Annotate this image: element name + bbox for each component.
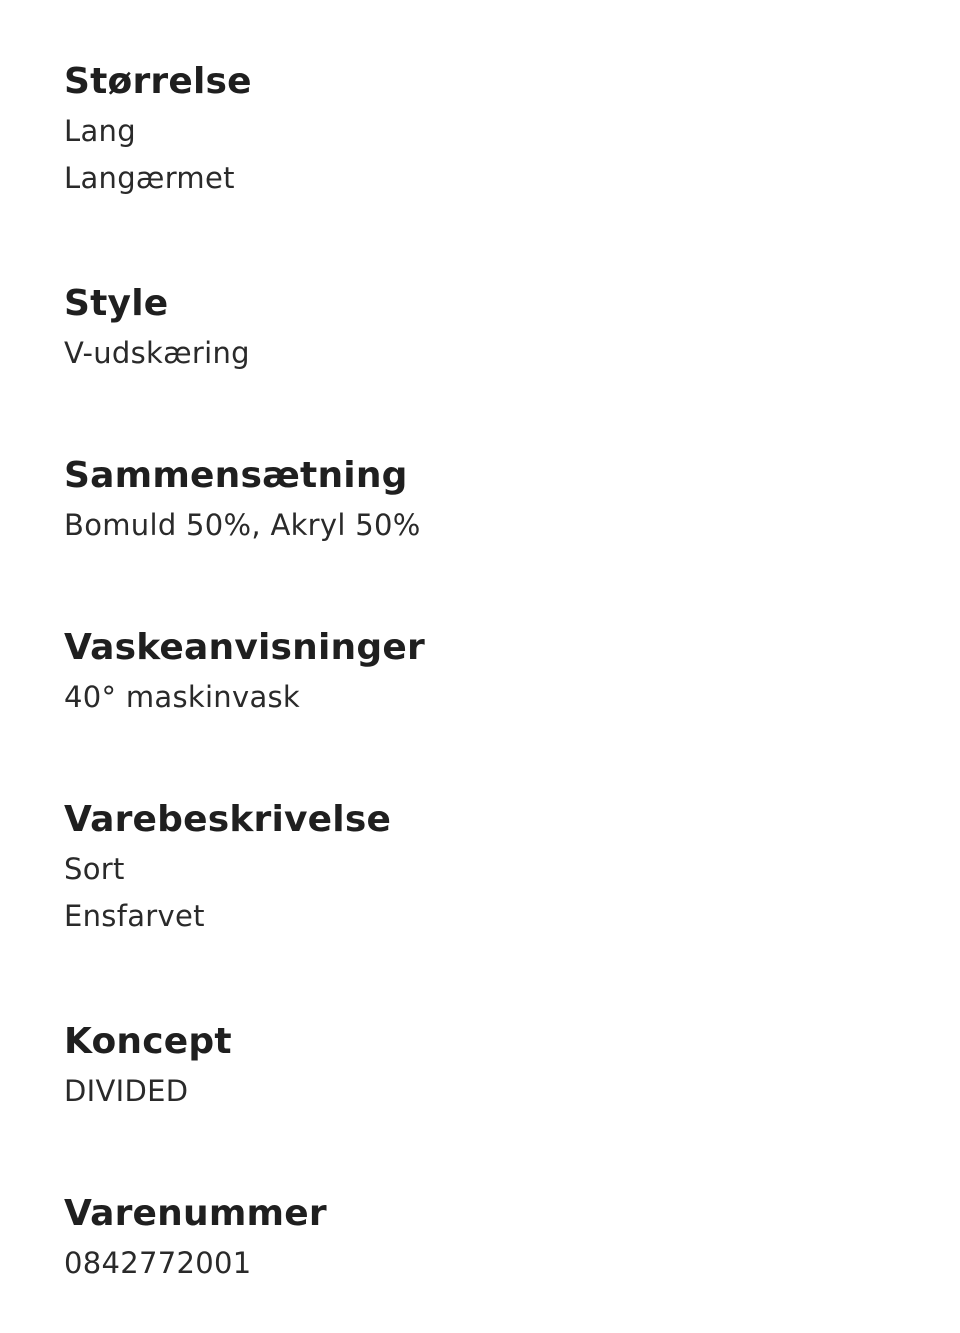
section-title-concept: Koncept <box>64 1021 232 1062</box>
composition-value: Bomuld 50%, Akryl 50% <box>64 508 421 542</box>
style-value: V-udskæring <box>64 336 250 370</box>
care-value: 40° maskinvask <box>64 680 301 714</box>
article-number-value: 0842772001 <box>64 1246 252 1280</box>
section-title-composition: Sammensætning <box>64 455 408 496</box>
section-article-number <box>64 1190 960 1300</box>
section-title-description: Varebeskrivelse <box>64 799 392 840</box>
section-title-care: Vaskeanvisninger <box>64 627 425 668</box>
section-title-article-number: Varenummer <box>64 1193 327 1234</box>
section-style <box>64 280 960 452</box>
description-pattern-value: Ensfarvet <box>64 899 205 933</box>
section-size <box>64 58 960 280</box>
size-length-value: Lang <box>64 114 136 148</box>
section-title-style: Style <box>64 283 169 324</box>
concept-value: DIVIDED <box>64 1074 189 1108</box>
section-care <box>64 624 960 796</box>
description-color-value: Sort <box>64 852 125 886</box>
size-sleeve-value: Langærmet <box>64 161 235 195</box>
section-composition <box>64 452 960 624</box>
section-title-size: Størrelse <box>64 61 252 102</box>
section-concept <box>64 1018 960 1190</box>
section-description <box>64 796 960 1018</box>
